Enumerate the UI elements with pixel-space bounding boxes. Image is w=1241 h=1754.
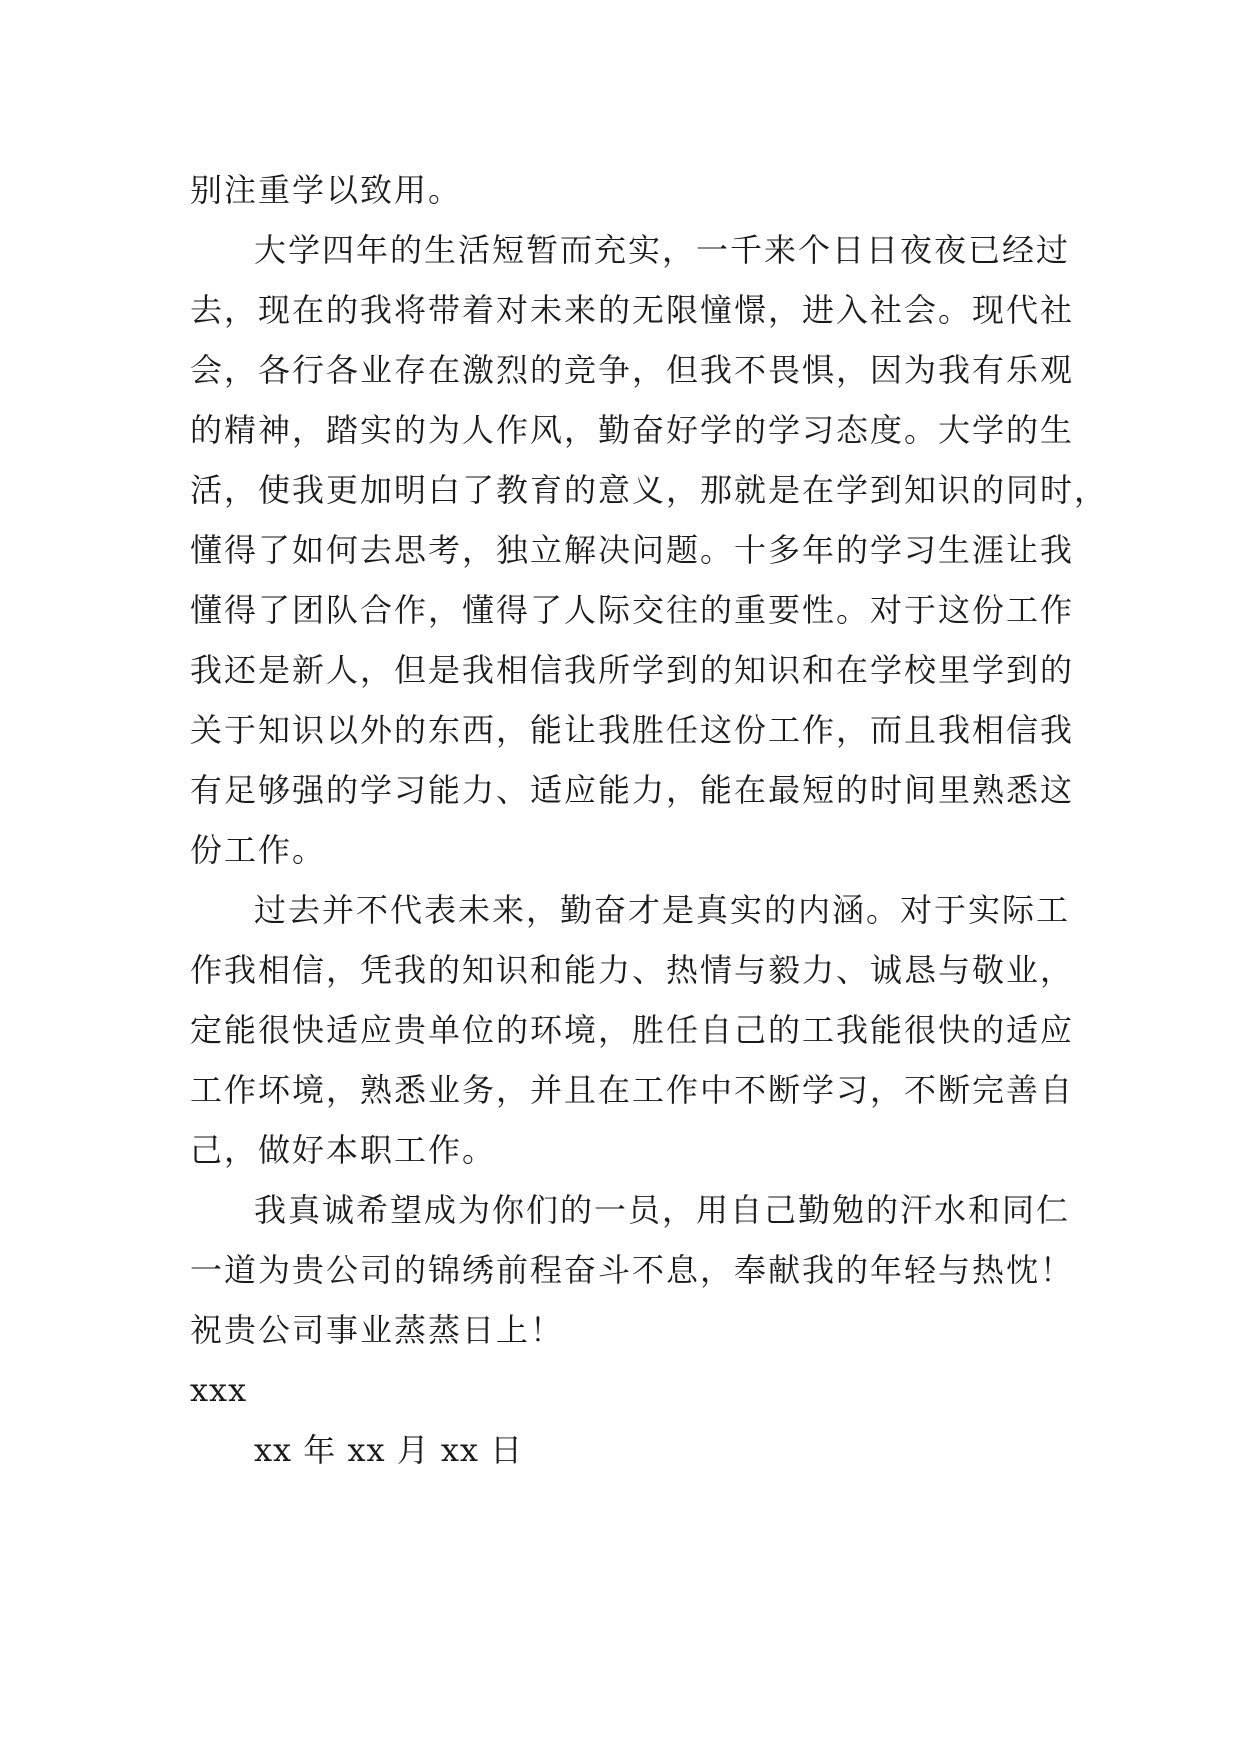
text-line: 己，做好本职工作。 xyxy=(190,1131,497,1169)
text-line: 懂得了团队合作，懂得了人际交往的重要性。对于这份工作 xyxy=(190,591,1075,629)
text-line: 我真诚希望成为你们的一员，用自己勤勉的汗水和同仁 xyxy=(254,1191,1071,1229)
text-line: 我还是新人，但是我相信我所学到的知识和在学校里学到的 xyxy=(190,651,1075,689)
text-line: 一道为贵公司的锦绣前程奋斗不息，奉献我的年轻与热忱！ xyxy=(190,1251,1075,1289)
text-line: 会，各行各业存在激烈的竞争，但我不畏惧，因为我有乐观 xyxy=(190,351,1075,389)
letter-body xyxy=(190,160,1109,1480)
letter-date: xx 年 xx 月 xx 日 xyxy=(254,1431,524,1469)
text-line: 去，现在的我将带着对未来的无限憧憬，进入社会。现代社 xyxy=(190,291,1075,329)
signature: xxx xyxy=(190,1371,248,1409)
text-line: 别注重学以致用。 xyxy=(190,171,463,209)
text-line: 祝贵公司事业蒸蒸日上！ xyxy=(190,1311,565,1349)
text-line: 过去并不代表未来，勤奋才是真实的内涵。对于实际工 xyxy=(254,891,1071,929)
text-line: 的精神，踏实的为人作风，勤奋好学的学习态度。大学的生 xyxy=(190,411,1075,449)
text-line: 工作坏境，熟悉业务，并且在工作中不断学习，不断完善自 xyxy=(190,1071,1075,1109)
text-line: 懂得了如何去思考，独立解决问题。十多年的学习生涯让我 xyxy=(190,531,1075,569)
text-line: 大学四年的生活短暂而充实，一千来个日日夜夜已经过 xyxy=(254,231,1071,269)
text-line: 活，使我更加明白了教育的意义，那就是在学到知识的同时， xyxy=(190,471,1109,509)
text-line: 定能很快适应贵单位的环境，胜任自己的工我能很快的适应 xyxy=(190,1011,1075,1049)
text-line: 份工作。 xyxy=(190,831,327,869)
text-line: 作我相信，凭我的知识和能力、热情与毅力、诚恳与敬业， xyxy=(190,951,1075,989)
text-line: 有足够强的学习能力、适应能力，能在最短的时间里熟悉这 xyxy=(190,771,1075,809)
text-line: 关于知识以外的东西，能让我胜任这份工作，而且我相信我 xyxy=(190,711,1075,749)
